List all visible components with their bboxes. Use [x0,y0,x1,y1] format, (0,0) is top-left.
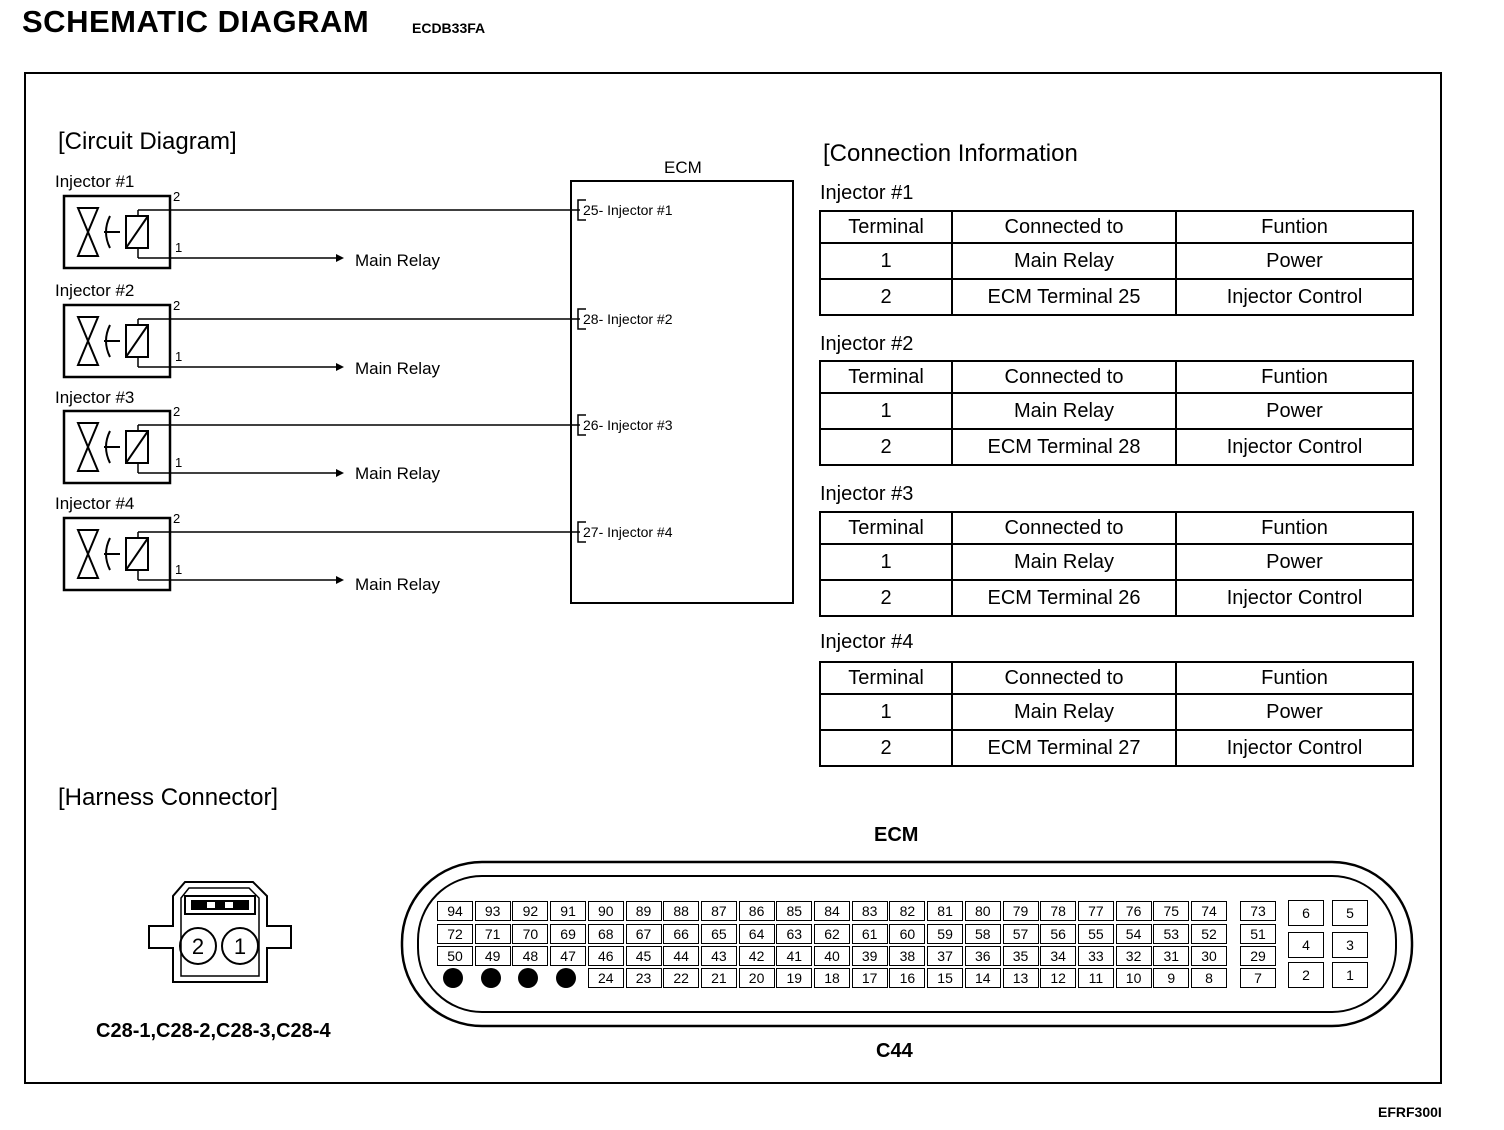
group-title: Injector #4 [820,631,914,653]
ecm-label: ECM [664,158,702,177]
ecm-pin: 90 [588,901,624,921]
ecm-pin: 31 [1153,946,1189,966]
ecm-pin: 53 [1153,924,1189,944]
table-cell: 2 [820,580,952,616]
ecm-pin: 47 [550,946,586,966]
table-cell: ECM Terminal 26 [952,580,1176,616]
table-header-row [820,211,1413,243]
ecm-pin: 9 [1153,968,1189,988]
group-title: Injector #2 [820,333,914,355]
ecm-pin: 4 [1288,932,1324,958]
injector-1-label: Injector #1 [55,172,135,191]
ecm-pin: 55 [1078,924,1114,944]
table-cell: 1 [820,544,952,580]
connector-pin-2: 2 [191,934,205,959]
pin-label: 1 [175,562,183,577]
ecm-pin: 29 [1240,946,1276,966]
connection-table [819,210,1414,316]
ecm-pin: 76 [1116,901,1152,921]
table-row [820,429,1413,465]
injector-connector-icon [145,878,295,988]
ecm-pin: 57 [1003,924,1039,944]
table-cell: Injector Control [1176,279,1413,315]
ecm-pin: 50 [437,946,473,966]
ecm-pin: 11 [1078,968,1114,988]
page-title: SCHEMATIC DIAGRAM [22,4,370,39]
main-relay-label: Main Relay [355,575,441,594]
ecm-connector-outline [400,860,1416,1030]
ecm-pin: 64 [739,924,775,944]
pin-label: 1 [175,349,183,364]
table-cell: Main Relay [952,393,1176,429]
ecm-pin: 8 [1191,968,1227,988]
ecm-pin: 66 [663,924,699,944]
table-header: Connected to [952,361,1176,393]
table-row [820,730,1413,766]
ecm-pin-label: 27- Injector #4 [583,524,673,540]
ecm-pin-label: 25- Injector #1 [583,202,673,218]
pin-label: 2 [173,511,181,526]
table-header-row [820,512,1413,544]
ecm-pin: 54 [1116,924,1152,944]
harness-connector-title: [Harness Connector] [58,784,279,811]
ecm-pin: 43 [701,946,737,966]
table-header: Funtion [1176,211,1413,243]
ecm-pin: 22 [663,968,699,988]
ecm-pin: 20 [739,968,775,988]
ecm-pin: 21 [701,968,737,988]
table-header: Connected to [952,512,1176,544]
ecm-pin: 13 [1003,968,1039,988]
injector-3-symbol [64,411,170,483]
table-row [820,544,1413,580]
ecm-pin: 73 [1240,901,1276,921]
ecm-pin: 75 [1153,901,1189,921]
table-header: Terminal [820,211,952,243]
ecm-pin: 70 [512,924,548,944]
injector-2-symbol [64,305,170,377]
table-cell: 1 [820,393,952,429]
pin-label: 1 [175,455,183,470]
table-cell: Injector Control [1176,730,1413,766]
ecm-pin: 83 [852,901,888,921]
ecm-pin: 62 [814,924,850,944]
ecm-pin-label: 28- Injector #2 [583,311,673,327]
ecm-pin: 49 [475,946,511,966]
ecm-pin: 51 [1240,924,1276,944]
injector-2-label: Injector #2 [55,281,135,300]
ecm-pin: 3 [1332,932,1368,958]
ecm-pin: 12 [1040,968,1076,988]
table-cell: Injector Control [1176,429,1413,465]
connector-pin-1: 1 [233,934,247,959]
blank-pin-marker [481,968,501,988]
main-relay-label: Main Relay [355,464,441,483]
table-cell: ECM Terminal 27 [952,730,1176,766]
ecm-pin: 40 [814,946,850,966]
group-title: Injector #1 [820,182,914,204]
connection-table [819,511,1414,617]
ecm-pin: 77 [1078,901,1114,921]
ecm-pin: 6 [1288,900,1324,926]
ecm-pin: 34 [1040,946,1076,966]
ecm-connector-label: C44 [876,1040,913,1062]
table-cell: Main Relay [952,694,1176,730]
ecm-pin: 35 [1003,946,1039,966]
ecm-pin: 1 [1332,962,1368,988]
connection-table [819,360,1414,466]
table-cell: 1 [820,243,952,279]
ecm-pin: 16 [889,968,925,988]
ecm-pin: 84 [814,901,850,921]
table-header: Connected to [952,211,1176,243]
ecm-pin: 79 [1003,901,1039,921]
ecm-pin: 63 [776,924,812,944]
ecm-pin: 46 [588,946,624,966]
pin-label: 2 [173,298,181,313]
injector-connector-label: C28-1,C28-2,C28-3,C28-4 [96,1020,331,1042]
blank-pin-marker [443,968,463,988]
ecm-pin: 91 [550,901,586,921]
ecm-pin: 23 [626,968,662,988]
ecm-pin: 2 [1288,962,1324,988]
pin-label: 2 [173,404,181,419]
table-header: Terminal [820,662,952,694]
ecm-pin: 41 [776,946,812,966]
ecm-pin: 60 [889,924,925,944]
ecm-pin: 69 [550,924,586,944]
ecm-pin: 93 [475,901,511,921]
figure-code: EFRF300I [1378,1104,1442,1120]
table-header-row [820,361,1413,393]
ecm-pin: 74 [1191,901,1227,921]
ecm-pin: 87 [701,901,737,921]
table-cell: Power [1176,694,1413,730]
ecm-pin: 19 [776,968,812,988]
connection-table [819,661,1414,767]
ecm-pin: 42 [739,946,775,966]
ecm-pin: 80 [965,901,1001,921]
ecm-pin: 17 [852,968,888,988]
table-header: Funtion [1176,662,1413,694]
table-cell: Main Relay [952,544,1176,580]
table-cell: Main Relay [952,243,1176,279]
table-cell: Power [1176,243,1413,279]
ecm-pin: 65 [701,924,737,944]
table-cell: Injector Control [1176,580,1413,616]
ecm-pin: 14 [965,968,1001,988]
ecm-pin: 71 [475,924,511,944]
ecm-pin: 67 [626,924,662,944]
table-header: Terminal [820,361,952,393]
table-row [820,580,1413,616]
injector-3-label: Injector #3 [55,388,135,407]
table-header: Connected to [952,662,1176,694]
ecm-pin: 85 [776,901,812,921]
table-cell: 1 [820,694,952,730]
ecm-pin: 45 [626,946,662,966]
group-title: Injector #3 [820,483,914,505]
ecm-pin: 5 [1332,900,1368,926]
ecm-pin: 7 [1240,968,1276,988]
ecm-pin: 39 [852,946,888,966]
table-header: Terminal [820,512,952,544]
table-row [820,279,1413,315]
ecm-pin: 24 [588,968,624,988]
document-code: ECDB33FA [412,20,486,36]
table-cell: ECM Terminal 28 [952,429,1176,465]
ecm-pin: 81 [927,901,963,921]
pin-label: 1 [175,240,183,255]
ecm-pin: 38 [889,946,925,966]
ecm-pin: 44 [663,946,699,966]
ecm-pin: 32 [1116,946,1152,966]
connection-info-title: [Connection Information [823,140,1078,167]
table-cell: Power [1176,544,1413,580]
ecm-pin: 10 [1116,968,1152,988]
table-header: Funtion [1176,512,1413,544]
injector-1-symbol [64,196,170,268]
ecm-pin: 59 [927,924,963,944]
table-header: Funtion [1176,361,1413,393]
ecm-pin: 33 [1078,946,1114,966]
ecm-connector-title: ECM [874,824,919,846]
ecm-pin: 61 [852,924,888,944]
ecm-pin: 48 [512,946,548,966]
injector-4-label: Injector #4 [55,494,135,513]
table-cell: 2 [820,730,952,766]
ecm-pin: 89 [626,901,662,921]
ecm-pin: 58 [965,924,1001,944]
table-row [820,694,1413,730]
ecm-pin: 18 [814,968,850,988]
table-row [820,243,1413,279]
table-row [820,393,1413,429]
table-cell: ECM Terminal 25 [952,279,1176,315]
blank-pin-marker [556,968,576,988]
ecm-pin: 82 [889,901,925,921]
ecm-pin: 92 [512,901,548,921]
table-cell: Power [1176,393,1413,429]
table-cell: 2 [820,279,952,315]
ecm-pin: 94 [437,901,473,921]
circuit-diagram-title: [Circuit Diagram] [58,128,237,155]
table-header-row [820,662,1413,694]
ecm-pin: 86 [739,901,775,921]
pin-label: 2 [173,189,181,204]
ecm-pin-label: 26- Injector #3 [583,417,673,433]
ecm-pin: 30 [1191,946,1227,966]
ecm-pin: 88 [663,901,699,921]
ecm-pin: 15 [927,968,963,988]
ecm-pin: 37 [927,946,963,966]
injector-4-symbol [64,518,170,590]
ecm-pin: 68 [588,924,624,944]
ecm-pin: 52 [1191,924,1227,944]
ecm-pin: 72 [437,924,473,944]
ecm-pin: 78 [1040,901,1076,921]
table-cell: 2 [820,429,952,465]
ecm-pin: 56 [1040,924,1076,944]
ecm-pin: 36 [965,946,1001,966]
main-relay-label: Main Relay [355,251,441,270]
main-relay-label: Main Relay [355,359,441,378]
